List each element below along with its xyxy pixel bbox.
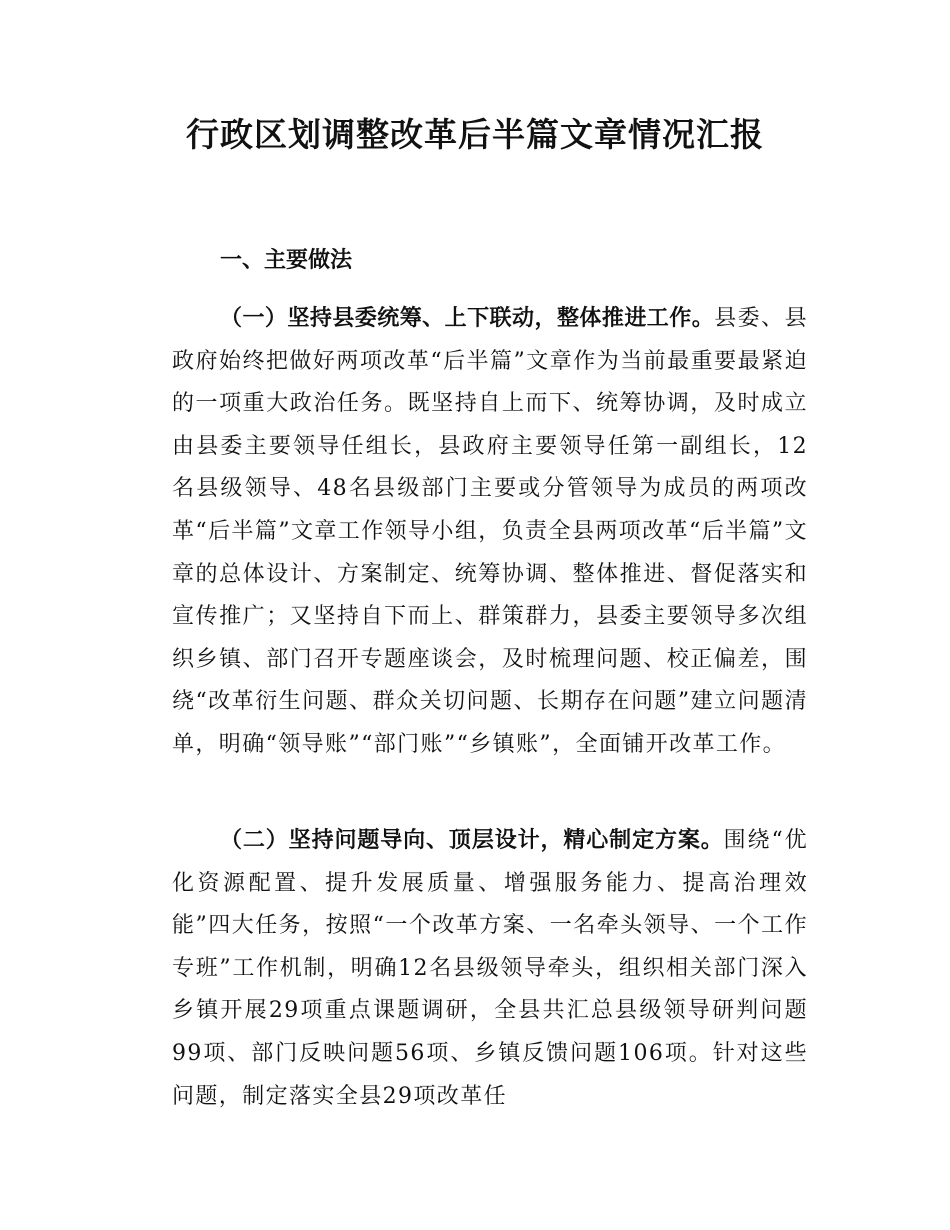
paragraph-1-body: 县委、县政府始终把做好两项改革“后半篇”文章作为当前最重要最紧迫的一项重大政治任务。既坚持自上而下、统筹协调，及时成立由县委主要领导任组长，县政府主要领导任第一副组长，12名县级领导、48名县级部门主要或分管领导为成员的两项改革“后半篇”文章工作领导小组，负责全县两项改革“后半篇”文章的总体设计、方案制定、统筹协调、整体推进、督促落实和宣传推广；又坚持自下而上、群策群力，县委主要领导多次组织乡镇、部门召开专题座谈会，及时梳理问题、校正偏差，围绕“改革衍生问题、群众关切问题、长期存在问题”建立问题清单，明确“领导账”“部门账”“乡镇账”，全面铺开改革工作。 [172,306,808,757]
paragraph-2-body: 围绕“优化资源配置、提升发展质量、增强服务能力、提高治理效能”四大任务，按照“一个改革方案、一名牵头领导、一个工作专班”工作机制，明确12名县级领导牵头，组织相关部门深入乡镇开展29项重点课题调研，全县共汇总县级领导研判问题99项、部门反映问题56项、乡镇反馈问题106项。针对这些问题，制定落实全县29项改革任 [172,828,808,1109]
document-title: 行政区划调整改革后半篇文章情况汇报 [186,115,764,154]
paragraph-2 [172,820,808,1118]
section-heading: 一、主要做法 [220,248,353,273]
paragraph-2-lead: （二）坚持问题导向、顶层设计，精心制定方案。 [220,828,724,853]
paragraph-1 [172,298,808,767]
paragraph-1-lead: （一）坚持县委统筹、上下联动，整体推进工作。 [220,306,715,331]
